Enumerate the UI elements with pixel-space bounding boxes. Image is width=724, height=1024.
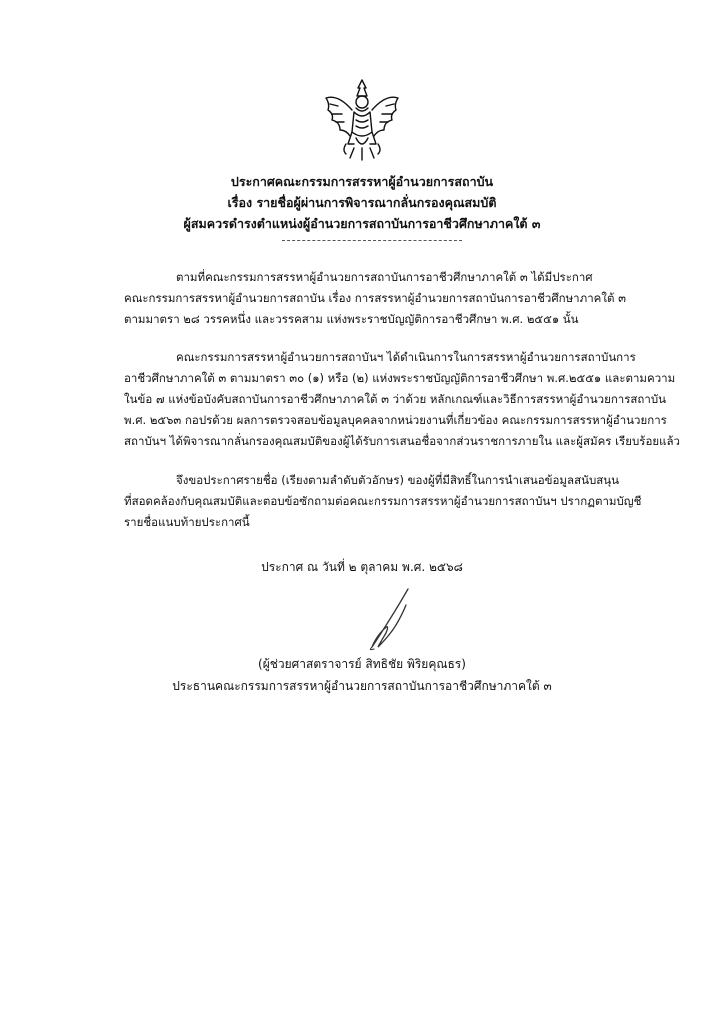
handwritten-signature (350, 585, 450, 655)
paragraph-2-line: สถาบันฯ ได้พิจารณากลั่นกรองคุณสมบัติของผู้ได้รับการเสนอชื่อจากส่วนราชการภายใน และผู้สมัคร เรียบร้อยแล้ว (124, 434, 681, 448)
title-line-2: เรื่อง รายชื่อผู้ผ่านการพิจารณากลั่นกรองคุณสมบัติ (227, 195, 497, 210)
paragraph-1-line: คณะกรรมการสรรหาผู้อำนวยการสถาบัน เรื่อง การสรรหาผู้อำนวยการสถาบันการอาชีวศึกษาภาคใต้ ๓ (124, 291, 626, 305)
paragraph-3 (124, 470, 642, 533)
paragraph-2 (124, 347, 681, 452)
signer-title: ประธานคณะกรรมการสรรหาผู้อำนวยการสถาบันการอาชีวศึกษาภาคใต้ ๓ (172, 679, 552, 693)
announcement-date: ประกาศ ณ วันที่ ๒ ตุลาคม พ.ศ. ๒๕๖๘ (261, 560, 463, 574)
garuda-emblem-icon (316, 74, 408, 166)
paragraph-2-line: พ.ศ. ๒๕๖๓ กอปรด้วย ผลการตรวจสอบข้อมูลบุคคลจากหน่วยงานที่เกี่ยวข้อง คณะกรรมการสรรหาผู้อำนวยการ (124, 413, 667, 427)
paragraph-2-line: คณะกรรมการสรรหาผู้อำนวยการสถาบันฯ ได้ดำเนินการในการสรรหาผู้อำนวยการสถาบันการ (176, 350, 636, 364)
paragraph-1-line: ตามที่คณะกรรมการสรรหาผู้อำนวยการสถาบันการอาชีวศึกษาภาคใต้ ๓ ได้มีประกาศ (176, 270, 593, 284)
paragraph-3-line: รายชื่อแนบท้ายประกาศนี้ (124, 515, 250, 529)
paragraph-3-line: ที่สอดคล้องกับคุณสมบัติและตอบข้อซักถามต่อคณะกรรมการสรรหาผู้อำนวยการสถาบันฯ ปรากฏตามบัญชี (124, 494, 642, 508)
paragraph-1 (124, 267, 626, 330)
title-line-3: ผู้สมควรดำรงตำแหน่งผู้อำนวยการสถาบันการอาชีวศึกษาภาคใต้ ๓ (183, 216, 541, 231)
paragraph-2-line: อาชีวศึกษาภาคใต้ ๓ ตามมาตรา ๓๐ (๑) หรือ (๒) แห่งพระราชบัญญัติการอาชีวศึกษา พ.ศ.๒๕๕๑ และตามความ (124, 371, 676, 385)
paragraph-2-line: ในข้อ ๗ แห่งข้อบังคับสถาบันการอาชีวศึกษาภาคใต้ ๓ ว่าด้วย หลักเกณฑ์และวิธีการสรรหาผู้อำนวยการสถาบัน (124, 392, 667, 406)
paragraph-3-line: จึงขอประกาศรายชื่อ (เรียงตามลำดับตัวอักษร) ของผู้ที่มีสิทธิ์ในการนำเสนอข้อมูลสนับสนุน (176, 473, 619, 487)
title-line-1: ประกาศคณะกรรมการสรรหาผู้อำนวยการสถาบัน (230, 174, 494, 189)
paragraph-1-line: ตามมาตรา ๒๘ วรรคหนึ่ง และวรรคสาม แห่งพระราชบัญญัติการอาชีวศึกษา พ.ศ. ๒๕๕๑ นั้น (124, 312, 579, 326)
separator-line (282, 240, 462, 241)
signer-name: (ผู้ช่วยศาสตราจารย์ สิทธิชัย พิริยคุณธร) (258, 657, 466, 671)
